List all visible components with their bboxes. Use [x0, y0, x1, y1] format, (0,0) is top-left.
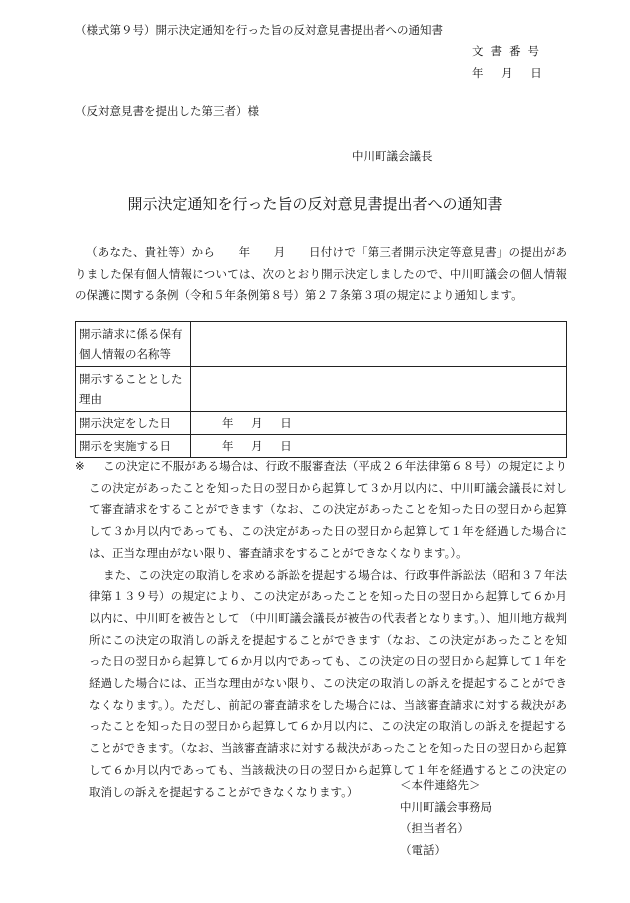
personal-info-name-label: 開示請求に係る保有個人情報の名称等	[76, 322, 191, 367]
document-title: 開示決定通知を行った旨の反対意見書提出者への通知書	[127, 195, 503, 213]
contact-heading: ＜本件連絡先＞	[400, 778, 481, 792]
intro-paragraph: （あなた、貴社等）から 年 月 日付けで「第三者開示決定等意見書」の提出がありました保有個人情報については、次のとおり開示決定しましたので、中川町議会の個人情報の保護に関する条例（令和５年条例第８号）第２７条第３項の規定により通知します。	[75, 245, 567, 302]
contact-person: （担当者名）	[400, 821, 469, 835]
table-row	[76, 412, 567, 435]
document-number: 文書番号	[472, 44, 546, 58]
note-paragraph-1-text: この決定に不服がある場合は、行政不服審査法（平成２６年法律第６８号）の規定によりこの決定があったことを知った日の翌日から起算して３か月以内に、中川町議会議長に対して審査請求をすることができます（なお、この決定があったことを知った日の翌日から起算して３か月以内であっても、この決定があった日の翌日から起算して１年を経過した場合には、正当な理由がない限り、審査請求をすることができなくなります。）。	[89, 459, 567, 560]
disclosure-reason-value	[191, 367, 567, 412]
note-paragraph-1	[75, 456, 567, 565]
disclosure-table	[75, 321, 567, 458]
decision-date-text: 年 月 日	[222, 416, 292, 430]
implementation-date-label: 開示を実施する日	[76, 435, 191, 458]
contact-block	[400, 775, 492, 861]
issue-date: 年 月 日	[472, 66, 542, 80]
note-mark: ※	[75, 459, 85, 473]
disclosure-reason-label: 開示することとした理由	[76, 367, 191, 412]
decision-date-label: 開示決定をした日	[76, 412, 191, 435]
decision-date-value	[191, 412, 567, 435]
table-row	[76, 367, 567, 412]
table-row	[76, 435, 567, 458]
note-paragraph-2: また、この決定の取消しを求める訴訟を提起する場合は、行政事件訴訟法（昭和３７年法律第１３９号）の規定により、この決定があったことを知った日の翌日から起算して６か月以内に、中川町を被告として （中川町議会議長が被告の代表者となります。）、旭川地方裁判所にこの決定の取消しの訴えを提起することができます（なお、この決定があったことを知った日の翌日から起算して６か月以内であっても、この決定の日の翌日から起算して１年を経過した場合には、正当な理由がない限り、この決定の取消しの訴えを提起することができなくなります。）。ただし、前記の審査請求をした場合には、当該審査請求に対する裁決があったことを知った日の翌日から起算して６か月以内に、この決定の取消しの訴えを提起することができます。（なお、当該審査請求に対する裁決があったことを知った日の翌日から起算して６か月以内であっても、当該裁決の日の翌日から起算して１年を経過するとこの決定の取消しの訴えを提起することができなくなります。）	[89, 567, 567, 799]
implementation-date-text: 年 月 日	[222, 439, 292, 453]
form-number: （様式第９号）開示決定通知を行った旨の反対意見書提出者への通知書	[75, 23, 443, 37]
sender: 中川町議会議長	[352, 149, 433, 163]
implementation-date-value	[191, 435, 567, 458]
appeal-note	[75, 456, 567, 803]
contact-office: 中川町議会事務局	[400, 799, 492, 814]
table-row	[76, 322, 567, 367]
personal-info-name-value	[191, 322, 567, 367]
addressee: （反対意見書を提出した第三者）様	[75, 104, 259, 118]
contact-phone: （電話）	[400, 842, 446, 857]
